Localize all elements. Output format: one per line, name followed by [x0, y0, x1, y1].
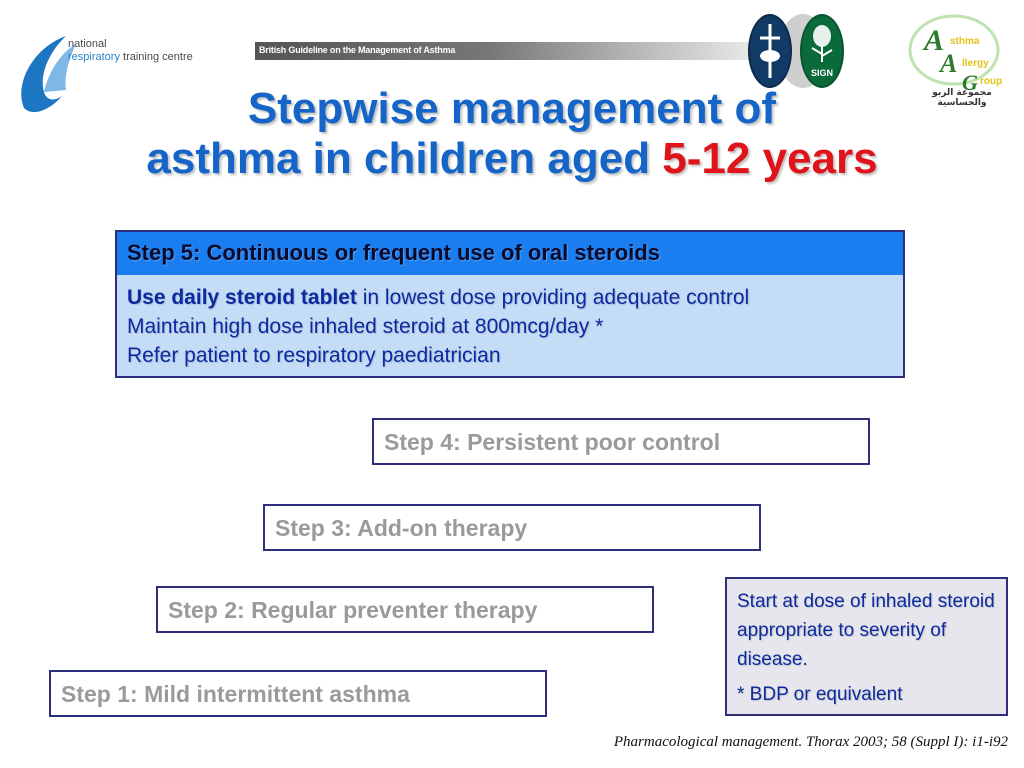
citation: Pharmacological management. Thorax 2003; 58 (Suppl I): i1-i92 — [613, 734, 1008, 750]
aag-word-3: roup — [980, 76, 1003, 87]
step5-body — [117, 275, 903, 370]
step5-line1-rest: in lowest dose providing adequate control — [356, 286, 750, 309]
step5-heading: Step 5: Continuous or frequent use of oral steroids — [117, 232, 903, 275]
aag-word-2: llergy — [962, 58, 989, 69]
aag-letter-a2: A — [940, 49, 958, 78]
nrtc-line1: national — [68, 38, 107, 50]
aag-word-1: sthma — [950, 36, 980, 47]
aag-arabic-text: مجموعة الربو والحساسية — [932, 88, 992, 108]
step5-line3: Refer patient to respiratory paediatrician — [127, 344, 501, 367]
sign-label: SIGN — [810, 68, 833, 78]
saltire-crest-icon — [748, 14, 792, 88]
step5-line1-bold: Use daily steroid tablet — [127, 286, 357, 309]
thistle-icon — [802, 16, 842, 66]
guideline-banner — [255, 42, 775, 60]
step3-box: Step 3: Add-on therapy — [263, 504, 761, 551]
sign-thistle-crest — [800, 14, 844, 88]
step5-box — [115, 230, 905, 378]
step2-box: Step 2: Regular preventer therapy — [156, 586, 654, 633]
nrtc-line2-a: respiratory — [68, 51, 120, 63]
nrtc-line2-b: training centre — [119, 51, 193, 63]
title-line1: Stepwise management of — [247, 84, 777, 133]
step4-box: Step 4: Persistent poor control — [372, 418, 870, 465]
title-line2-prefix: asthma in children aged — [146, 134, 663, 183]
aag-letter-g: G — [962, 70, 978, 95]
dosing-footnote: * BDP or equivalent — [737, 684, 903, 705]
title-age-range: 5-12 years — [662, 134, 878, 183]
page-title — [0, 84, 1024, 184]
guideline-banner-text: British Guideline on the Management of Asthma — [259, 45, 456, 55]
aag-letter-a1: A — [924, 24, 945, 57]
nrtc-wordmark — [68, 38, 193, 64]
step5-line2: Maintain high dose inhaled steroid at 800mcg/day * — [127, 315, 604, 338]
dosing-note-text: Start at dose of inhaled steroid appropriate to severity of disease. — [737, 591, 995, 670]
dosing-note-box — [725, 577, 1008, 716]
step1-box: Step 1: Mild intermittent asthma — [49, 670, 547, 717]
